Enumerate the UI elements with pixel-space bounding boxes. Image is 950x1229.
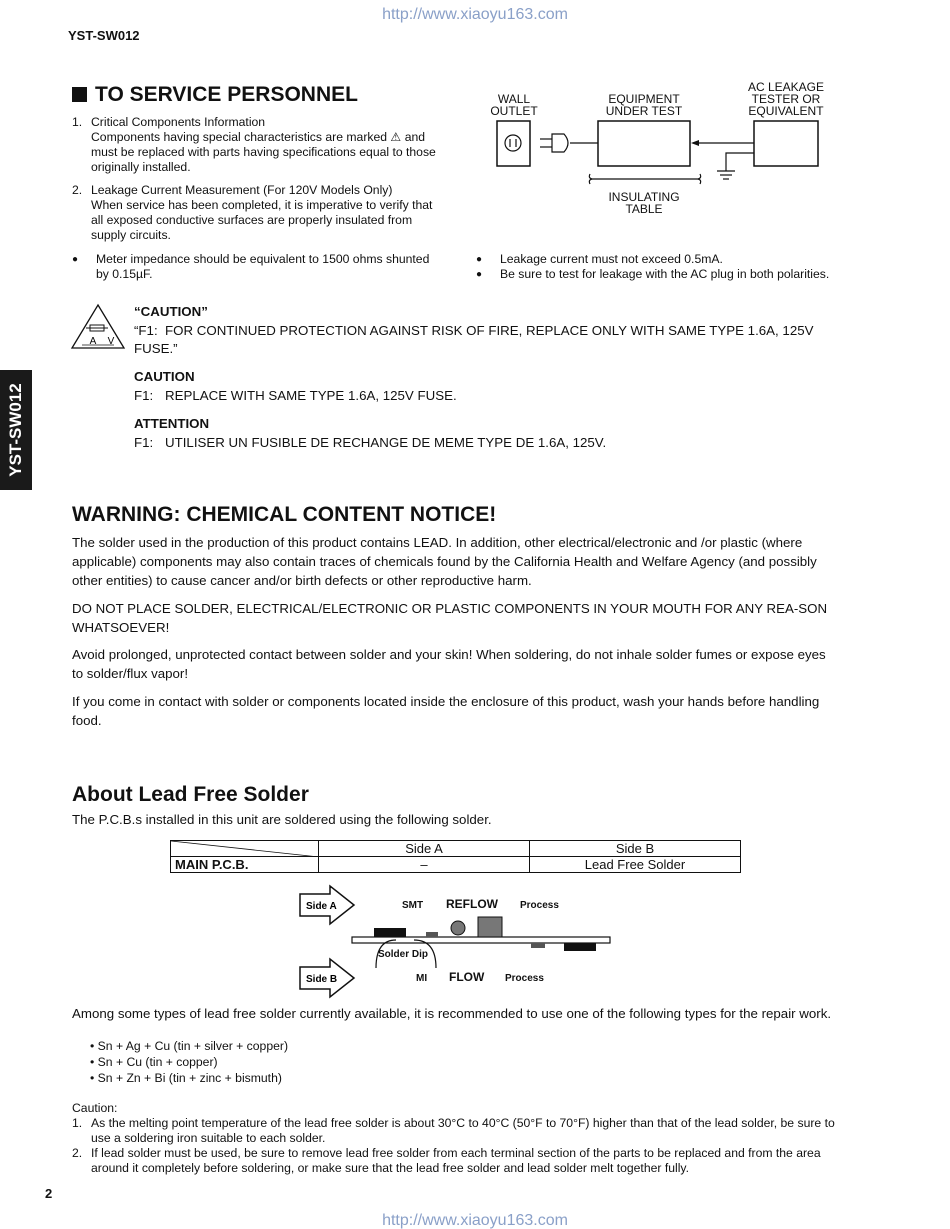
list-item: • Sn + Zn + Bi (tin + zinc + bismuth) xyxy=(90,1071,282,1085)
bottom-chip-large xyxy=(564,943,596,951)
reflow-label: REFLOW xyxy=(446,897,498,911)
list-item: • Sn + Cu (tin + copper) xyxy=(90,1055,218,1069)
item1-text: Components having special characteristics are marked ⚠ and must be replaced with parts having specifications equal to those originally installed. xyxy=(91,130,436,174)
process-top-label: Process xyxy=(520,900,559,911)
critical-components-item xyxy=(72,115,438,175)
attention-body: UTILISER UN FUSIBLE DE RECHANGE DE MEME TYPE DE 1.6A, 125V. xyxy=(165,435,607,450)
side-b-label: Side B xyxy=(306,974,338,985)
leakage-measurement-item xyxy=(72,183,438,243)
solder-dip-label: Solder Dip xyxy=(378,949,429,960)
solder-table-corner xyxy=(171,841,319,857)
side-model-tab xyxy=(0,370,32,490)
caution-quoted-label: “F1: xyxy=(134,323,158,338)
tester-box xyxy=(754,121,818,166)
table-label-2: TABLE xyxy=(625,202,663,216)
caution-title: CAUTION xyxy=(134,369,195,384)
item2-title: Leakage Current Measurement (For 120V Models Only) xyxy=(91,183,393,197)
attention-text xyxy=(134,434,606,452)
component-round xyxy=(451,921,465,935)
main-pcb-side-a: – xyxy=(319,857,530,873)
solder-process-diagram xyxy=(296,882,616,1000)
equipment-box xyxy=(598,121,690,166)
caution-quoted-title: “CAUTION” xyxy=(134,304,208,319)
fuse-symbol-v: V xyxy=(107,336,115,347)
table-row xyxy=(171,857,741,873)
side-a-arrow xyxy=(300,886,354,924)
service-title-text: TO SERVICE PERSONNEL xyxy=(95,83,358,106)
chemical-paragraph-4: If you come in contact with solder or components located inside the enclosure of this product, wash your hands before handling food. xyxy=(72,694,820,728)
wall-outlet-label-1: WALL xyxy=(497,92,531,106)
wall-outlet-box xyxy=(497,121,530,166)
fuse-symbol-a: A xyxy=(89,336,97,347)
lead-free-intro: The P.C.B.s installed in this unit are soldered using the following solder. xyxy=(72,812,492,827)
side-tab-label: YST-SW012 xyxy=(6,383,25,477)
chemical-paragraph-1: The solder used in the production of this product contains LEAD. In addition, other electrical/electronic and /or plastic (where applicable) components may also contain traces of chemicals found by the California Health and Welfare Agency (and possibly other entities) to cause cancer and/or birth defects or other reproductive harm. xyxy=(72,535,817,588)
lead-free-caution-1: 1. As the melting point temperature of the lead free solder is about 30°C to 40°C (50°F to 70°F) higher than that of the lead solder, be sure to use a soldering iron suitable to each solder. xyxy=(72,1116,835,1145)
lead-free-caution-title: Caution: xyxy=(72,1101,118,1115)
item2-number: 2. xyxy=(72,183,83,197)
solder-table-header xyxy=(171,841,741,857)
meter-impedance-bullet: ● Meter impedance should be equivalent to 1500 ohms shunted by 0.15µF. xyxy=(72,252,438,282)
chemical-paragraph-3: Avoid prolonged, unprotected contact between solder and your skin! When soldering, do not inhale solder fumes or expose eyes to solder/flux vapor! xyxy=(72,647,826,681)
smt-chip xyxy=(374,928,406,937)
caution-text xyxy=(134,387,457,405)
bottom-chip-small xyxy=(531,943,545,948)
side-a-label: Side A xyxy=(306,901,337,912)
ground-icon xyxy=(717,171,735,179)
main-pcb-side-b: Lead Free Solder xyxy=(530,857,741,873)
attention-title: ATTENTION xyxy=(134,416,210,431)
mi-label: MI xyxy=(416,973,428,984)
side-a-header: Side A xyxy=(319,841,530,857)
lead-free-title: About Lead Free Solder xyxy=(72,783,309,806)
lead-free-recommend: Among some types of lead free solder currently available, it is recommended to use one of the following types for the repair work. xyxy=(72,1006,832,1021)
wall-outlet-label-2: OUTLET xyxy=(490,104,538,118)
caution-label: F1: xyxy=(134,388,154,403)
top-url-link[interactable]: http://www.xiaoyu163.com xyxy=(382,6,568,23)
smt-label: SMT xyxy=(402,900,424,911)
caution-body: REPLACE WITH SAME TYPE 1.6A, 125V FUSE. xyxy=(165,388,457,403)
leakage-test-diagram xyxy=(480,78,860,223)
fuse-warning-symbol xyxy=(70,303,126,351)
item1-title: Critical Components Information xyxy=(91,115,266,129)
flow-label: FLOW xyxy=(449,970,485,984)
attention-label: F1: xyxy=(134,435,154,450)
equipment-label-1: EQUIPMENT xyxy=(608,92,680,106)
chemical-paragraph-2: DO NOT PLACE SOLDER, ELECTRICAL/ELECTRONIC OR PLASTIC COMPONENTS IN YOUR MOUTH FOR ANY REA-SON WHATSOEVER! xyxy=(72,601,828,635)
square-bullet-icon xyxy=(72,87,87,102)
table-label-1: INSULATING xyxy=(608,190,680,204)
arrow-icon xyxy=(691,140,699,146)
side-b-arrow xyxy=(300,959,354,997)
lead-free-caution-2: 2. If lead solder must be used, be sure to remove lead free solder from each terminal section of the parts to be replaced and from the area around it completely before soldering, or make sure that the lead free solder and lead solder melt together fully. xyxy=(72,1146,821,1175)
tester-label-3: EQUIVALENT xyxy=(748,104,824,118)
process-bottom-label: Process xyxy=(505,973,544,984)
caution-quoted-text xyxy=(134,322,844,358)
item1-number: 1. xyxy=(72,115,83,129)
solder-types-list xyxy=(90,1038,288,1086)
service-section-title xyxy=(72,83,358,107)
tester-label-2: TESTER OR xyxy=(751,92,821,106)
solder-table xyxy=(170,840,741,873)
plug-icon xyxy=(540,134,598,152)
main-pcb-label: MAIN P.C.B. xyxy=(171,857,319,873)
lead-free-cautions xyxy=(72,1101,840,1176)
component-square xyxy=(478,917,502,937)
model-header: YST-SW012 xyxy=(68,28,140,43)
chemical-warning-title: WARNING: CHEMICAL CONTENT NOTICE! xyxy=(72,503,497,526)
equipment-label-2: UNDER TEST xyxy=(605,104,683,118)
leakage-limit-bullet: ● Leakage current must not exceed 0.5mA. xyxy=(476,252,856,267)
side-b-header: Side B xyxy=(530,841,741,857)
polarity-test-bullet: ● Be sure to test for leakage with the AC plug in both polarities. xyxy=(476,267,856,282)
list-item: • Sn + Ag + Cu (tin + silver + copper) xyxy=(90,1039,289,1053)
tester-label-1: AC LEAKAGE xyxy=(747,80,825,94)
caution-quoted-body: FOR CONTINUED PROTECTION AGAINST RISK OF FIRE, REPLACE ONLY WITH SAME TYPE 1.6A, 125V FUSE.” xyxy=(134,323,814,356)
smt-resistor xyxy=(426,932,438,937)
bottom-url-link[interactable]: http://www.xiaoyu163.com xyxy=(382,1212,568,1229)
outlet-socket-icon xyxy=(505,135,521,151)
item2-text: When service has been completed, it is imperative to verify that all exposed conductive surfaces are properly insulated from supply circuits. xyxy=(91,198,433,242)
page-number: 2 xyxy=(45,1186,53,1201)
insulating-table-shape xyxy=(589,174,700,184)
